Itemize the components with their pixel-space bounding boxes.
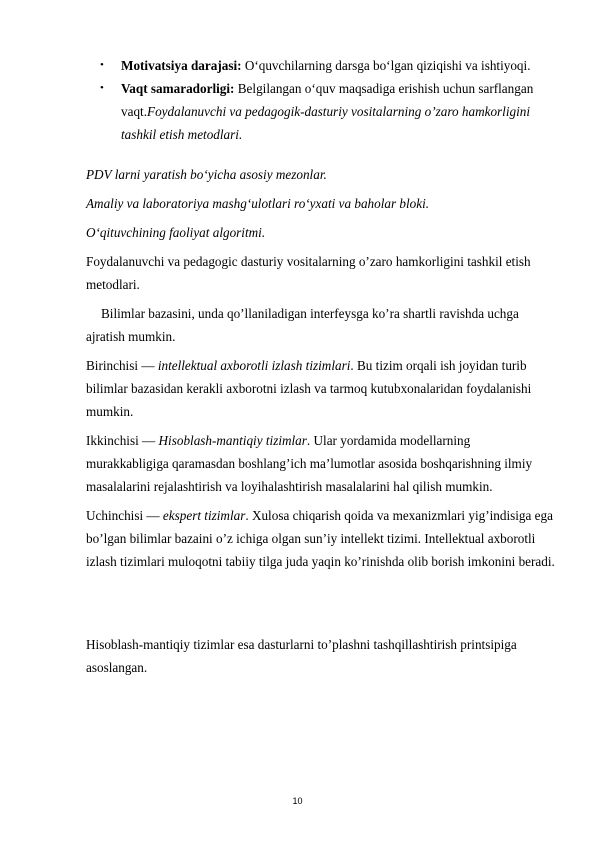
first-paragraph	[86, 354, 556, 423]
paragraph-term: ekspert tizimlar	[162, 508, 246, 523]
paragraph-lead: Uchinchisi —	[86, 508, 163, 523]
italic-line-practical: Amaliy va laboratoriya mashg‘ulotlari ro‘yxati va baholar bloki.	[86, 196, 430, 211]
paragraph-rest: . Xulosa chiqarish qoida va mexanizmlari yig’indisiga ega bo’lgan bilimlar bazaini o’z ichiga olgan sun’iy intellekt tizimi. Intellektual axborotli izlash tizimlari muloqotni tabiiy tilga juda yaqin ko’rinishda olib borish imkonini beradi.	[86, 508, 555, 569]
page-number: 10	[292, 796, 303, 806]
italic-line-criteria: PDV larni yaratish bo‘yicha asosiy mezonlar.	[86, 167, 327, 182]
paragraph-rest: . Ular yordamida modellarning murakkabligiga qaramasdan boshlang’ich ma’lumotlar asosida boshqarishning ilmiy masalalarini rejalashtirish va loyihalashtirish masalalarini hal qilish mumkin.	[86, 433, 533, 494]
italic-line-algorithm: O‘qituvchining faoliyat algoritmi.	[86, 225, 266, 240]
bullet-term: Vaqt samaradorligi:	[121, 81, 235, 96]
bullet-list	[100, 54, 540, 146]
bullet-term: Motivatsiya darajasi:	[121, 58, 242, 73]
last-paragraph: Hisoblash-mantiqiy tizimlar esa dasturlarni to’plashni tashqillashtirish printsipiga asoslangan.	[86, 637, 517, 675]
bullet-dot-icon: •	[100, 59, 104, 71]
bullet-text: Belgilangan o‘quv maqsadiga erishish uchun sarflangan vaqt.	[121, 81, 534, 119]
paragraph-lead: Birinchisi —	[86, 358, 158, 373]
paragraph-term: Hisoblash-mantiqiy tizimlar	[158, 433, 307, 448]
second-paragraph	[86, 429, 556, 498]
heading-paragraph: Foydalanuvchi va pedagogic dasturiy vositalarning o’zaro hamkorligini tashkil etish metodlari.	[86, 254, 531, 292]
paragraph-rest: . Bu tizim orqali ish joyidan turib bilimlar bazasidan kerakli axborotni izlash va tarmoq kutubxonalaridan foydalanishi mumkin.	[86, 358, 532, 419]
bullet-item-motivation	[100, 54, 540, 77]
third-paragraph	[86, 504, 556, 573]
paragraph-term: intellektual axborotli izlash tizimlari	[157, 358, 351, 373]
paragraph-lead: Ikkinchisi —	[86, 433, 159, 448]
bullet-text: O‘quvchilarning darsga bo‘lgan qiziqishi va ishtiyoqi.	[241, 58, 531, 73]
bullet-item-time	[100, 77, 540, 146]
bullet-italic-text: Foydalanuvchi va pedagogik-dasturiy vositalarning o’zaro hamkorligini tashkil etish metodlari.	[121, 104, 531, 142]
intro-paragraph: Bilimlar bazasini, unda qo’llaniladigan interfeysga ko’ra shartli ravishda uchga ajratish mumkin.	[86, 306, 519, 344]
bullet-dot-icon: •	[100, 82, 104, 94]
